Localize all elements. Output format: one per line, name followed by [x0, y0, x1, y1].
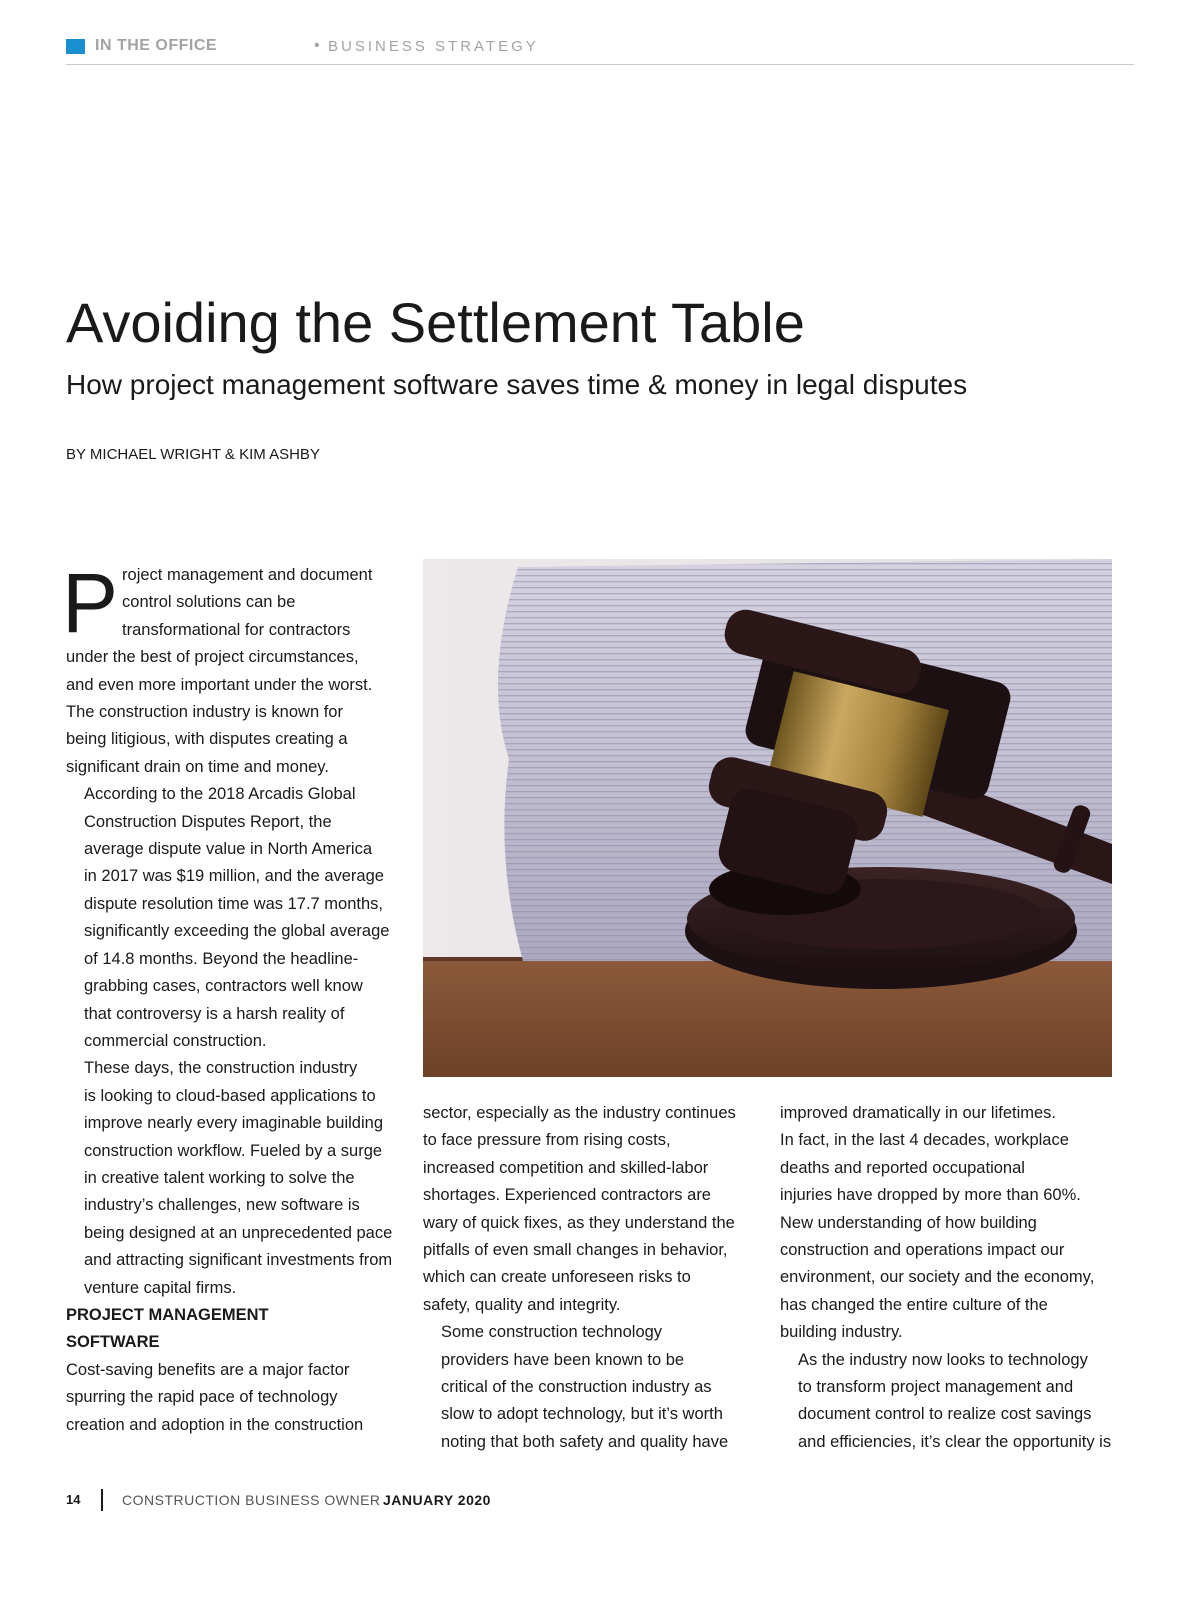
issue-date: JANUARY 2020 — [383, 1492, 491, 1508]
article-subtitle: How project management software saves time & money in legal disputes — [66, 369, 968, 400]
text-line: document control to realize cost savings — [798, 1405, 1092, 1424]
text-line: According to the 2018 Arcadis Global — [84, 785, 356, 804]
footer-divider — [101, 1489, 103, 1511]
text-line: that controversy is a harsh reality of — [84, 1004, 345, 1023]
text-line: critical of the construction industry as — [441, 1378, 712, 1397]
text-line: being litigious, with disputes creating a — [66, 730, 348, 749]
text-line: grabbing cases, contractors well know — [84, 977, 363, 996]
paragraph — [66, 1055, 398, 1302]
text-line: and efficiencies, it’s clear the opportunity is — [798, 1432, 1112, 1451]
section-subhead — [66, 1302, 398, 1357]
text-line: significant drain on time and money. — [66, 757, 329, 776]
paragraph — [780, 1100, 1114, 1347]
text-line: Construction Disputes Report, the — [84, 812, 332, 831]
text-line: safety, quality and integrity. — [423, 1295, 621, 1314]
text-line: transformational for contractors — [122, 620, 351, 639]
text-line: SOFTWARE — [66, 1333, 160, 1352]
paragraph — [423, 1100, 757, 1319]
paragraph — [780, 1347, 1114, 1457]
text-line: being designed at an unprecedented pace — [84, 1223, 393, 1242]
text-line: New understanding of how building — [780, 1213, 1037, 1232]
text-line: to transform project management and — [798, 1378, 1074, 1397]
text-line: and attracting significant investments from — [84, 1251, 393, 1270]
text-line: injuries have dropped by more than 60%. — [780, 1186, 1081, 1205]
column-2 — [423, 1100, 757, 1456]
text-line: under the best of project circumstances, — [66, 648, 359, 667]
text-line: increased competition and skilled-labor — [423, 1158, 709, 1177]
text-line: As the industry now looks to technology — [798, 1350, 1088, 1369]
text-line: industry’s challenges, new software is — [84, 1196, 360, 1215]
text-line: commercial construction. — [84, 1031, 267, 1050]
text-line: in creative talent working to solve the — [84, 1168, 355, 1187]
text-line: and even more important under the worst. — [66, 675, 373, 694]
paragraph — [66, 781, 398, 1055]
text-line: improve nearly every imaginable building — [84, 1114, 383, 1133]
text-line: in 2017 was $19 million, and the average — [84, 867, 384, 886]
text-line: The construction industry is known for — [66, 703, 343, 722]
text-line: sector, especially as the industry continues — [423, 1104, 736, 1122]
text-line: dispute resolution time was 17.7 months, — [84, 894, 383, 913]
text-line: slow to adopt technology, but it’s worth — [441, 1405, 723, 1424]
text-line: Some construction technology — [441, 1323, 663, 1342]
text-line: creation and adoption in the construction — [66, 1415, 364, 1434]
text-line: improved dramatically in our lifetimes. — [780, 1104, 1057, 1122]
text-line: noting that both safety and quality have — [441, 1432, 729, 1451]
text-line: has changed the entire culture of the — [780, 1295, 1048, 1314]
paragraph — [66, 1357, 398, 1439]
text-line: PROJECT MANAGEMENT — [66, 1305, 269, 1324]
section-header — [66, 36, 1134, 65]
gavel-photo — [423, 559, 1112, 1077]
text-line: of 14.8 months. Beyond the headline- — [84, 949, 359, 968]
text-line: roject management and document — [122, 566, 373, 584]
section-label: IN THE OFFICE — [95, 37, 218, 54]
text-line: construction workflow. Fueled by a surge — [84, 1141, 383, 1160]
text-line: to face pressure from rising costs, — [423, 1131, 671, 1150]
text-line: pitfalls of even small changes in behavior, — [423, 1241, 728, 1260]
text-line: significantly exceeding the global average — [84, 922, 390, 941]
gavel-image — [423, 559, 1112, 1077]
page-number: 14 — [66, 1492, 81, 1507]
text-line: is looking to cloud-based applications to — [84, 1086, 376, 1105]
drop-cap: P — [62, 556, 119, 650]
text-line: spurring the rapid pace of technology — [66, 1388, 338, 1407]
section-marker — [66, 39, 85, 54]
text-line: In fact, in the last 4 decades, workplace — [780, 1131, 1069, 1150]
column-3 — [780, 1100, 1114, 1456]
text-line: Cost-saving benefits are a major factor — [66, 1360, 350, 1379]
text-line: control solutions can be — [122, 593, 296, 612]
text-line: construction and operations impact our — [780, 1241, 1065, 1260]
column-1 — [62, 556, 398, 1439]
text-line: providers have been known to be — [441, 1350, 685, 1369]
publication-name: CONSTRUCTION BUSINESS OWNER — [122, 1492, 381, 1508]
text-line: shortages. Experienced contractors are — [423, 1186, 711, 1205]
text-line: building industry. — [780, 1323, 903, 1342]
text-line: wary of quick fixes, as they understand the — [423, 1213, 735, 1232]
text-line: environment, our society and the economy, — [780, 1268, 1095, 1287]
text-line: deaths and reported occupational — [780, 1158, 1025, 1177]
byline: BY MICHAEL WRIGHT & KIM ASHBY — [66, 446, 320, 463]
text-line: These days, the construction industry — [84, 1059, 358, 1078]
paragraph — [423, 1319, 757, 1456]
text-line: which can create unforeseen risks to — [423, 1268, 691, 1287]
subsection-label: BUSINESS STRATEGY — [328, 38, 539, 55]
text-line: venture capital firms. — [84, 1278, 237, 1297]
text-line: average dispute value in North America — [84, 840, 372, 859]
article-title: Avoiding the Settlement Table — [66, 291, 805, 354]
section-separator: • — [314, 37, 320, 54]
